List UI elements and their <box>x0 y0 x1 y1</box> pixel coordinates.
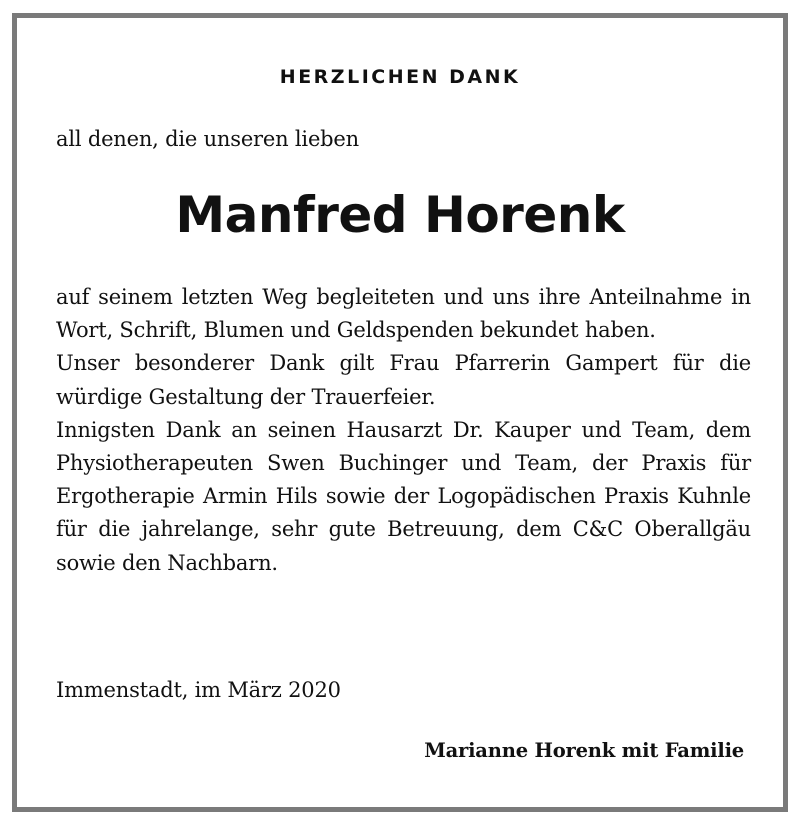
paragraph-thanks: auf seinem letzten Weg begleiteten und uns ihre Anteilnahme in Wort, Schrift, Blumen und Geldspenden bekundet haben. <box>56 285 751 343</box>
deceased-name: Manfred Horenk <box>175 186 625 244</box>
notice-heading: HERZLICHEN DANK <box>279 66 521 88</box>
signature: Marianne Horenk mit Familie <box>424 739 744 762</box>
paragraph-pastor: Unser besonderer Dank gilt Frau Pfarrerin Gampert für die würdige Gestaltung der Trauerfeier. <box>56 351 751 409</box>
intro-line: all denen, die unseren lieben <box>56 127 359 151</box>
obituary-thank-you-notice <box>12 13 788 812</box>
place-date: Immenstadt, im März 2020 <box>56 678 341 702</box>
notice-body <box>56 281 751 580</box>
paragraph-caregivers: Innigsten Dank an seinen Hausarzt Dr. Kauper und Team, dem Physiotherapeuten Swen Buchinger und Team, der Praxis für Ergotherapie Armin Hils sowie der Logopädischen Praxis Kuhnle für die jahrelange, sehr gute Betreuung, dem C&C Oberallgäu sowie den Nachbarn. <box>56 417 751 575</box>
